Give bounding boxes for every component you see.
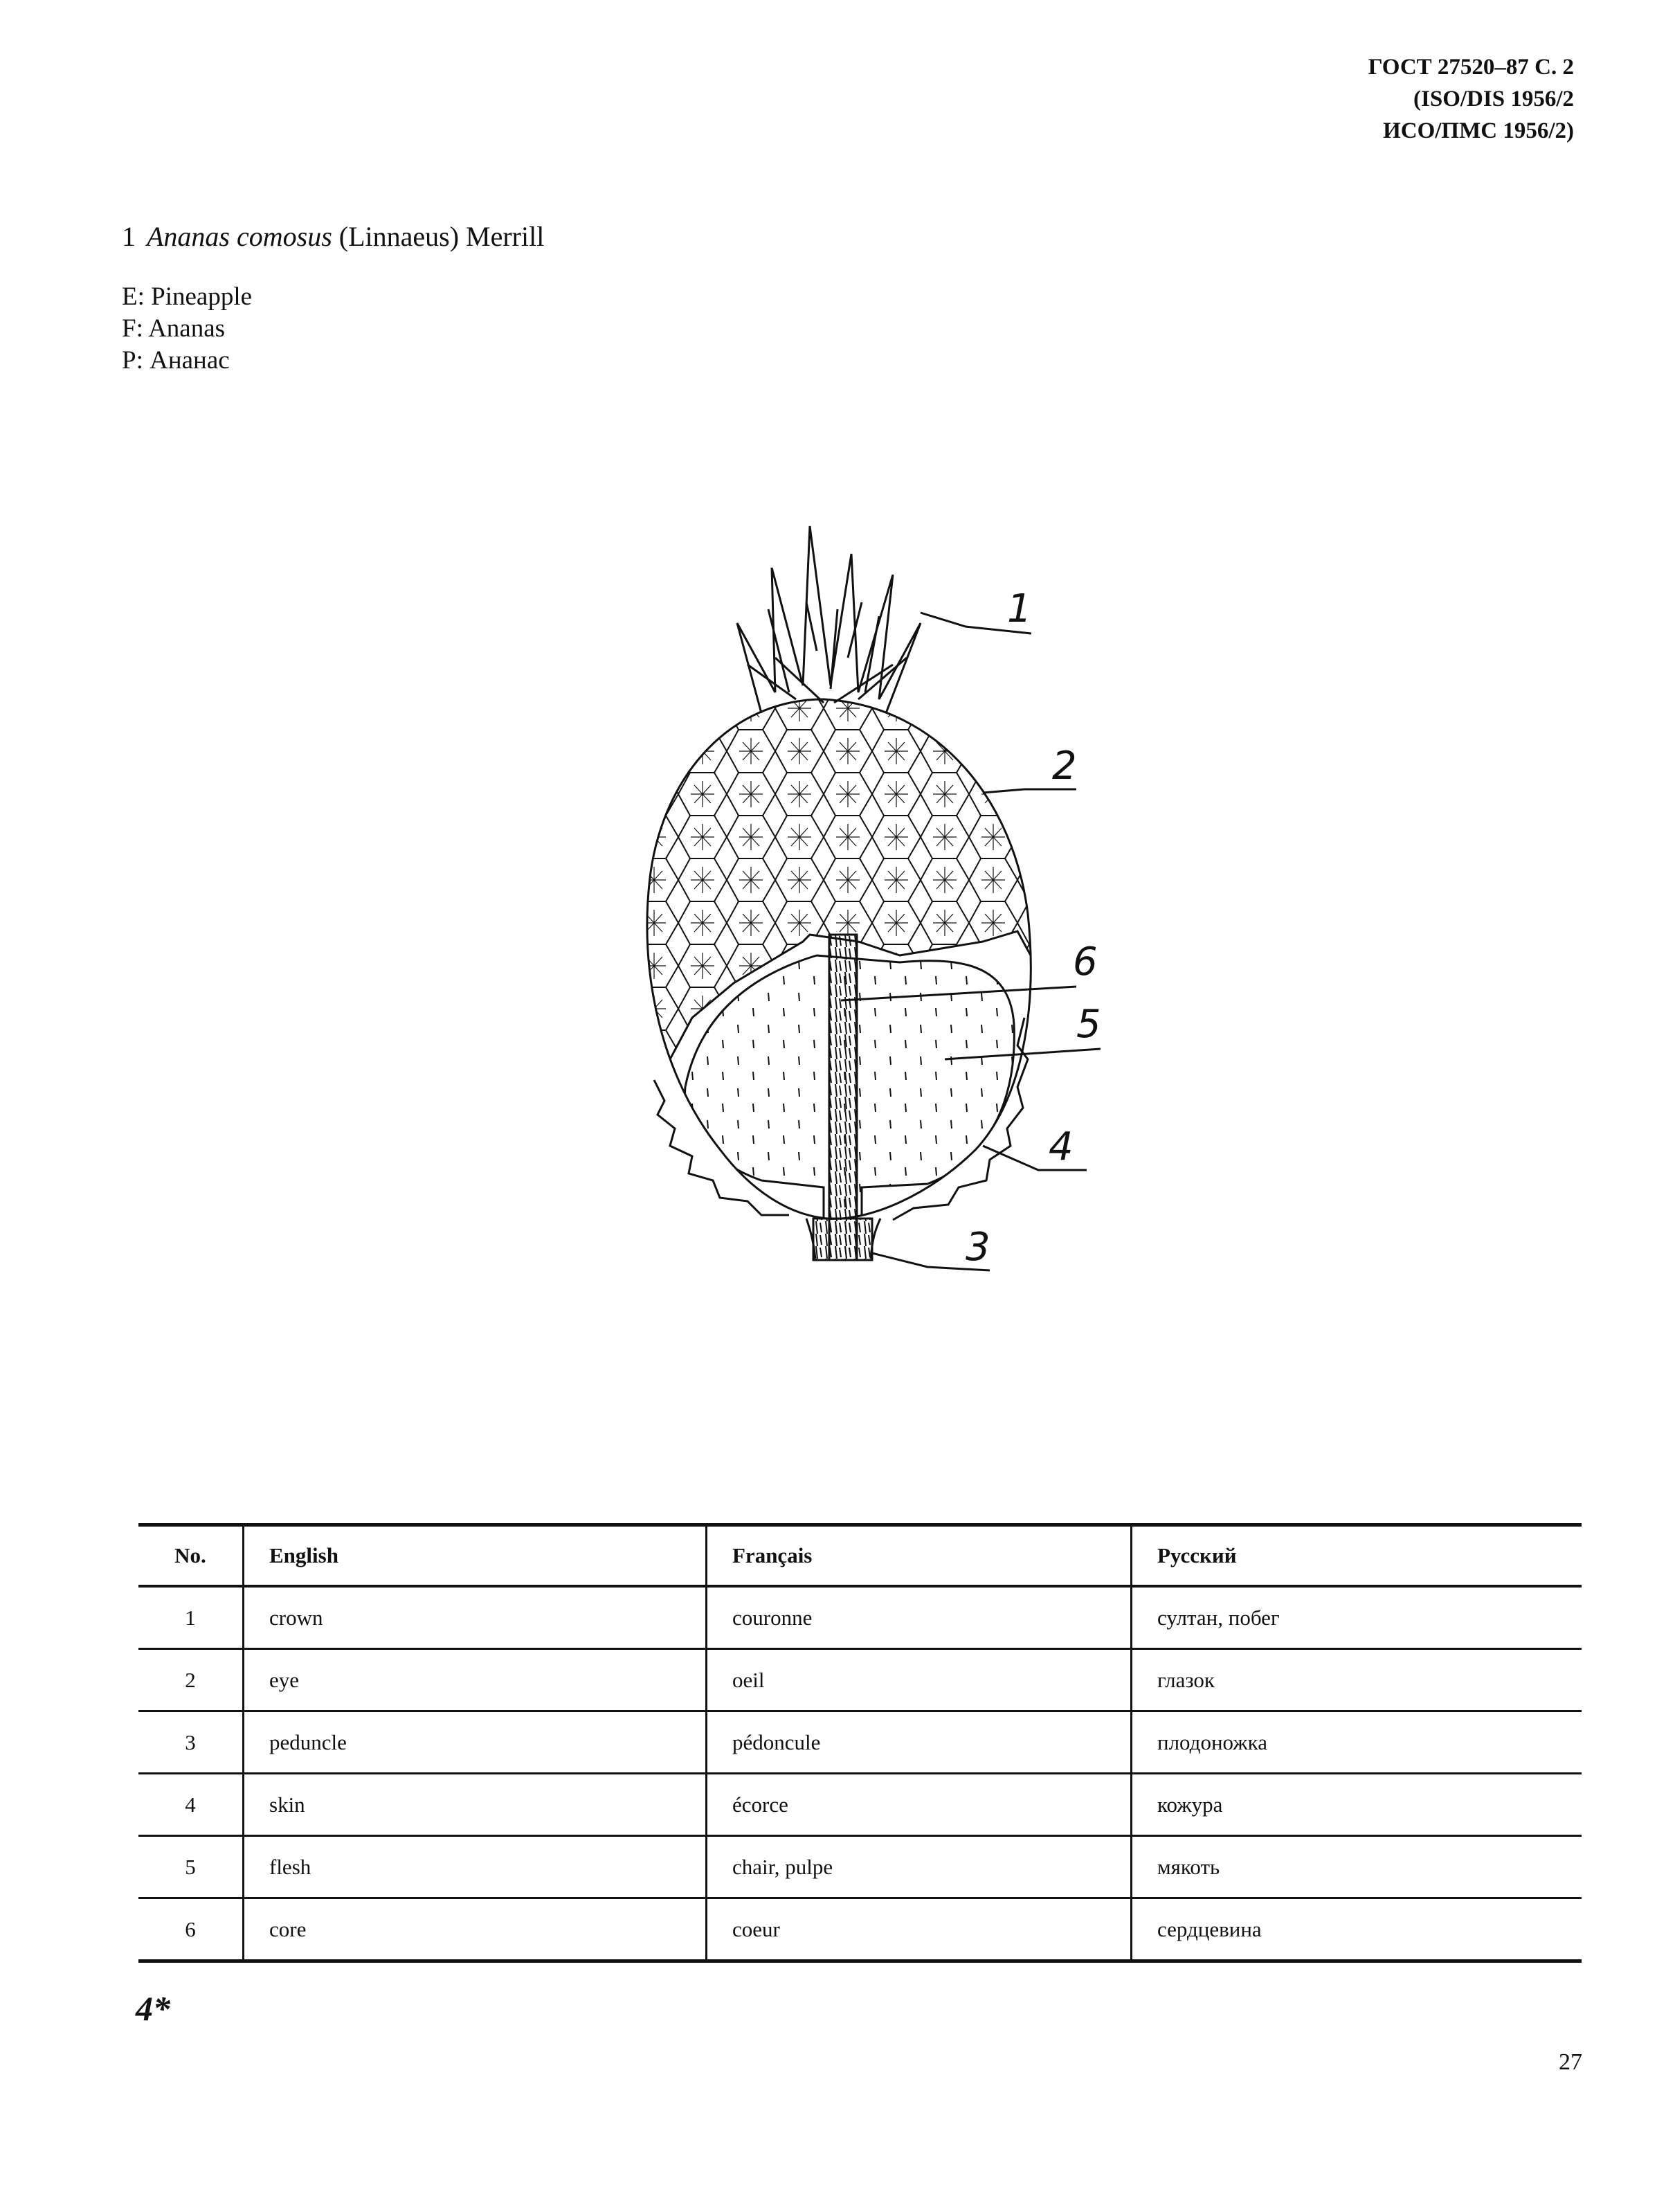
callout-3: 3 [966, 1225, 990, 1270]
callout-2: 2 [1052, 744, 1077, 789]
callout-4: 4 [1049, 1124, 1074, 1169]
table-row [138, 1898, 1582, 1961]
term-russian: мякоть [1132, 1836, 1582, 1898]
row-number: 1 [185, 1605, 196, 1630]
species-latin-name: Ananas comosus [147, 221, 332, 252]
crown-leaves [737, 526, 921, 713]
row-number: 5 [185, 1854, 196, 1879]
callout-1: 1 [1007, 586, 1032, 631]
term-french: coeur [707, 1898, 1132, 1961]
row-number: 4 [185, 1792, 196, 1817]
term-english: skin [244, 1774, 707, 1836]
term-french: chair, pulpe [707, 1836, 1132, 1898]
term-russian: плодоножка [1132, 1711, 1582, 1774]
term-french: pédoncule [707, 1711, 1132, 1774]
table-row [138, 1836, 1582, 1898]
species-authority: (Linnaeus) Merrill [338, 221, 545, 252]
table-row [138, 1586, 1582, 1649]
row-number: 3 [185, 1729, 196, 1754]
fruit-core [829, 935, 857, 1260]
row-number: 6 [185, 1916, 196, 1941]
callout-6: 6 [1073, 939, 1098, 984]
term-english: eye [244, 1649, 707, 1711]
row-number: 2 [185, 1667, 196, 1692]
table-row [138, 1711, 1582, 1774]
callout-5: 5 [1076, 1002, 1101, 1047]
term-russian: глазок [1132, 1649, 1582, 1711]
iso-reference-ru: ИСО/ПМС 1956/2) [1383, 118, 1574, 143]
common-name-russian: P: Ананас [122, 346, 230, 375]
term-english: core [244, 1898, 707, 1961]
page-number: 27 [1559, 2049, 1582, 2075]
header-russian: Русский [1132, 1525, 1582, 1587]
term-french: couronne [707, 1586, 1132, 1649]
term-french: oeil [707, 1649, 1132, 1711]
signature-mark: 4* [136, 1989, 170, 2028]
term-english: crown [244, 1586, 707, 1649]
terminology-table [138, 1523, 1582, 1963]
table-row [138, 1774, 1582, 1836]
table-row [138, 1649, 1582, 1711]
fruit-peduncle [813, 1219, 872, 1260]
common-name-english: E: Pineapple [122, 282, 253, 311]
header-french: Français [707, 1525, 1132, 1587]
term-russian: кожура [1132, 1774, 1582, 1836]
common-name-french: F: Ananas [122, 314, 226, 343]
iso-reference: (ISO/DIS 1956/2 [1413, 87, 1574, 111]
species-number: 1 [122, 221, 136, 252]
header-english: English [244, 1525, 707, 1587]
term-french: écorce [707, 1774, 1132, 1836]
header-number: No. [138, 1525, 244, 1587]
term-russian: султан, побег [1132, 1586, 1582, 1649]
standard-code: ГОСТ 27520–87 С. 2 [1368, 55, 1574, 80]
table-header-row [138, 1525, 1582, 1587]
term-english: flesh [244, 1836, 707, 1898]
term-english: peduncle [244, 1711, 707, 1774]
term-russian: сердцевина [1132, 1898, 1582, 1961]
